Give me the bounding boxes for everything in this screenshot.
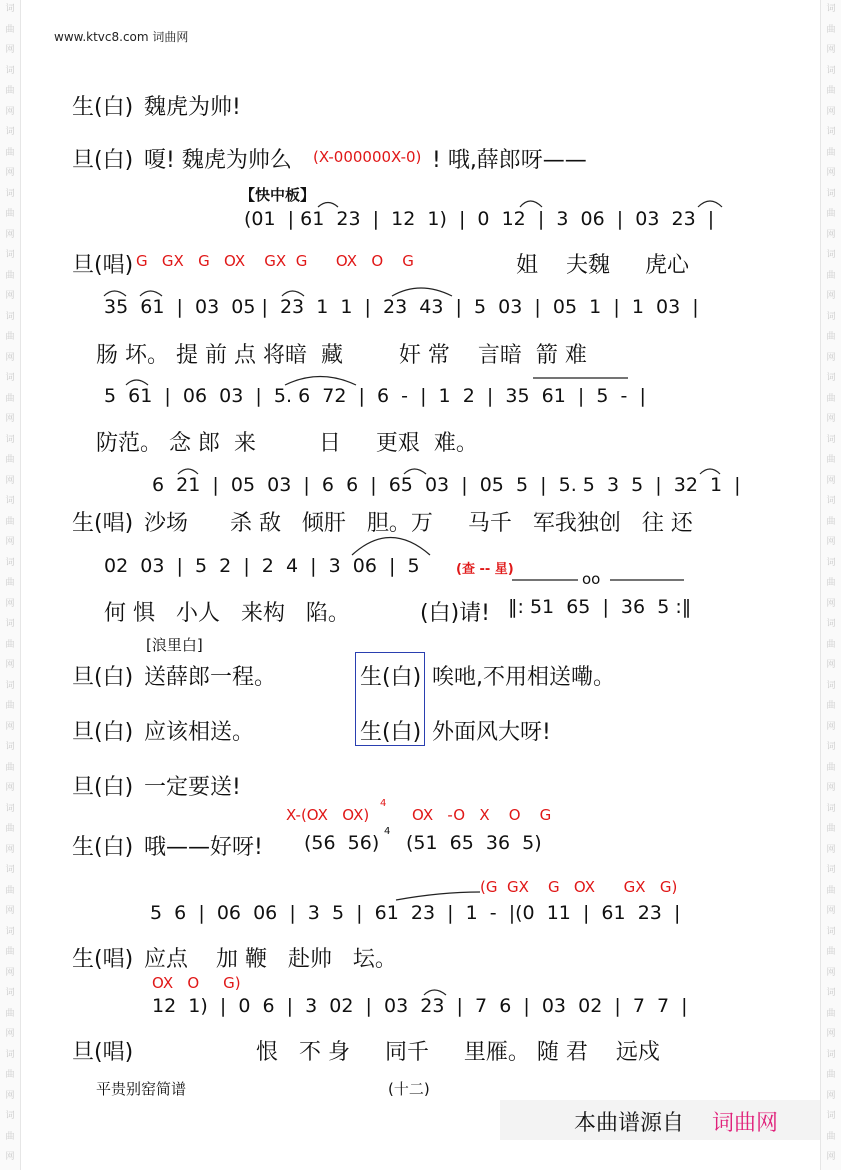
slur-arc [285, 377, 356, 386]
watermark-glyph: 词 [5, 373, 15, 383]
watermark-glyph: 网 [826, 660, 836, 670]
watermark-glyph: 词 [826, 65, 836, 76]
slur-arc [520, 201, 542, 207]
watermark-glyph: 网 [5, 1090, 15, 1101]
watermark-glyph: 网 [5, 967, 15, 978]
watermark-glyph: 词 [5, 803, 15, 814]
watermark-glyph: 曲 [5, 393, 15, 404]
site-header[interactable]: www.ktvc8.com 词曲网 [54, 30, 189, 44]
watermark-glyph: 网 [826, 229, 836, 240]
watermark-glyph: 网 [5, 721, 15, 732]
watermark-glyph: 词 [5, 65, 15, 76]
slur-arc [352, 538, 430, 556]
watermark-glyph: 网 [5, 598, 15, 609]
watermark-glyph: 曲 [826, 86, 836, 96]
watermark-glyph: 词 [826, 865, 836, 875]
watermark-glyph: 曲 [5, 1070, 15, 1080]
source-label: 本曲谱源自 [574, 1111, 685, 1136]
watermark-glyph: 词 [826, 803, 836, 814]
role-label: 生(白) [72, 835, 134, 860]
role-label: 旦(白) [72, 148, 134, 173]
role-label: 旦(唱) [72, 253, 134, 278]
notation-row: (51 65 36 5) [406, 832, 542, 854]
watermark-glyph: 曲 [5, 824, 15, 834]
watermark-glyph: 词 [826, 311, 836, 322]
watermark-glyph: 词 [5, 742, 15, 752]
score-title: 平贵别窑简谱 [96, 1080, 187, 1098]
role-label: 旦(白) [72, 720, 134, 745]
watermark-glyph: 词 [5, 988, 15, 998]
watermark-glyph: 词 [5, 1049, 15, 1060]
notation-row: 6 21 | 05 03 | 6 6 | 65 03 | 05 5 | 5. 5 3 5 | 32 1 | [152, 474, 741, 496]
role-label: 旦(白) [72, 665, 134, 690]
watermark-glyph: 曲 [826, 578, 836, 588]
watermark-glyph: 网 [5, 229, 15, 240]
watermark-glyph: 词 [826, 619, 836, 629]
spoken-line: (白)请! [420, 601, 490, 626]
watermark-glyph: 网 [826, 352, 836, 363]
role-label: 旦(白) [72, 775, 134, 800]
watermark-glyph: 曲 [826, 701, 836, 711]
slur-arc [318, 203, 338, 208]
watermark-glyph: 网 [826, 537, 836, 547]
watermark-glyph: 词 [5, 619, 15, 629]
notation-row: (56 56) [304, 832, 380, 854]
watermark-glyph: 网 [826, 1090, 836, 1101]
watermark-glyph: 网 [826, 967, 836, 978]
watermark-glyph: 曲 [826, 516, 836, 527]
watermark-glyph: 词 [5, 311, 15, 322]
watermark-glyph: 词 [5, 250, 15, 260]
watermark-glyph: 曲 [826, 332, 836, 342]
watermark-glyph: 词 [826, 434, 836, 445]
role-label: 生(唱) [72, 511, 134, 536]
slur-arc [126, 380, 148, 385]
watermark-glyph: 曲 [5, 516, 15, 527]
watermark-glyph: 词 [826, 127, 836, 137]
watermark-glyph: 曲 [826, 885, 836, 896]
watermark-glyph: 曲 [826, 24, 836, 35]
watermark-glyph: 词 [826, 988, 836, 998]
watermark-glyph: 网 [5, 45, 15, 55]
percussion-notation: (X-000000X-0) [313, 148, 422, 166]
role-label: 旦(唱) [72, 1040, 134, 1065]
slur-arc [700, 469, 720, 474]
spoken-line: 送薛郎一程。 [144, 665, 277, 690]
role-label: 生(白) [360, 665, 422, 690]
watermark-glyph: 网 [5, 168, 15, 178]
watermark-glyph: 词 [826, 1111, 836, 1121]
watermark-glyph: 网 [826, 168, 836, 178]
spoken-line: 魏虎为帅! [144, 95, 241, 120]
slur-arc [404, 469, 426, 474]
watermark-glyph: 词 [826, 250, 836, 260]
watermark-glyph: 网 [826, 598, 836, 609]
watermark-glyph: 曲 [5, 1008, 15, 1019]
watermark-glyph: 词 [826, 188, 836, 199]
percussion-notation: G GX G OX GX G OX O G [136, 252, 414, 270]
watermark-glyph: 词 [826, 680, 836, 691]
role-label: 生(白) [360, 720, 422, 745]
watermark-glyph: 词 [826, 373, 836, 383]
watermark-glyph: 网 [826, 291, 836, 301]
watermark-glyph: 网 [826, 414, 836, 424]
watermark-glyph: 网 [826, 906, 836, 916]
watermark-glyph: 曲 [826, 147, 836, 158]
percussion-notation: OX -O X O G [412, 806, 552, 824]
watermark-glyph: 曲 [5, 578, 15, 588]
notation-row: 5 61 | 06 03 | 5. 6 72 | 6 - | 1 2 | 35 61 | 5 - | [104, 385, 646, 407]
watermark-glyph: 网 [5, 1152, 15, 1162]
watermark-glyph: 网 [826, 475, 836, 486]
watermark-glyph: 词 [5, 496, 15, 506]
percussion-notation: (G GX G OX GX G) [480, 878, 678, 896]
watermark-glyph: 词 [826, 742, 836, 752]
watermark-glyph: 曲 [826, 824, 836, 834]
section-marking: [浪里白] [146, 636, 203, 654]
tempo-marking: 【快中板】 [240, 186, 316, 204]
spoken-line: 外面风大呀! [432, 720, 551, 745]
lyric-line: 应点 加 鞭 赴帅 坛。 [144, 947, 397, 972]
watermark-glyph: 曲 [826, 209, 836, 219]
slur-arc [424, 990, 446, 995]
watermark-glyph: 网 [826, 721, 836, 732]
watermark-glyph: 曲 [5, 270, 15, 281]
percussion-notation: X-(OX OX) [286, 806, 370, 824]
watermark-glyph: 网 [5, 660, 15, 670]
watermark-glyph: 网 [5, 844, 15, 855]
watermark-glyph: 词 [826, 496, 836, 506]
repeat-superscript: 4 [384, 826, 391, 837]
ornament-mark: oo [582, 570, 601, 588]
percussion-notation: OX O G) [152, 974, 241, 992]
watermark-glyph: 曲 [826, 1008, 836, 1019]
watermark-glyph: 曲 [5, 147, 15, 158]
watermark-glyph: 曲 [5, 86, 15, 96]
watermark-glyph: 词 [826, 4, 836, 14]
spoken-line: ! 哦,薛郎呀—— [432, 148, 587, 173]
watermark-glyph: 曲 [5, 762, 15, 773]
slur-arc [392, 288, 452, 296]
notation-row: 5 6 | 06 06 | 3 5 | 61 23 | 1 - |(0 11 | 61 23 | [150, 902, 681, 924]
watermark-glyph: 网 [826, 844, 836, 855]
tie-line [396, 892, 480, 900]
lyric-line: 防范。 念 郎 来 日 更艰 难。 [96, 431, 478, 456]
page-number: (十二) [388, 1080, 430, 1098]
watermark-glyph: 网 [5, 906, 15, 916]
spoken-line: 一定要送! [144, 775, 241, 800]
watermark-glyph: 曲 [5, 639, 15, 650]
role-label: 生(唱) [72, 947, 134, 972]
watermark-glyph: 曲 [5, 1131, 15, 1142]
watermark-glyph: 网 [5, 291, 15, 301]
watermark-glyph: 曲 [5, 455, 15, 465]
watermark-glyph: 词 [5, 4, 15, 14]
watermark-glyph: 曲 [826, 393, 836, 404]
watermark-glyph: 网 [826, 106, 836, 117]
watermark-glyph: 网 [826, 45, 836, 55]
slur-arc [178, 469, 198, 474]
watermark-glyph: 曲 [826, 270, 836, 281]
watermark-glyph: 网 [5, 537, 15, 547]
watermark-glyph: 词 [826, 1049, 836, 1060]
lyric-line: 沙场 杀 敌 倾肝 胆。万 马千 军我独创 往 还 [144, 511, 693, 536]
notation-row: ‖: 51 65 | 36 5 :‖ [508, 596, 692, 618]
watermark-glyph: 曲 [5, 947, 15, 957]
watermark-glyph: 网 [5, 783, 15, 793]
spoken-line: 唉吔,不用相送嘞。 [432, 665, 615, 690]
watermark-glyph: 词 [5, 434, 15, 445]
watermark-glyph: 网 [826, 1152, 836, 1162]
watermark-glyph: 网 [5, 106, 15, 117]
spoken-line: 哦——好呀! [144, 835, 263, 860]
percussion-notation: (查 -- 星) [456, 562, 514, 577]
watermark-glyph: 曲 [5, 332, 15, 342]
watermark-glyph: 曲 [826, 1070, 836, 1080]
watermark-glyph: 曲 [826, 762, 836, 773]
watermark-glyph: 词 [826, 557, 836, 568]
repeat-superscript: 4 [380, 798, 387, 809]
role-label: 生(白) [72, 95, 134, 120]
watermark-glyph: 曲 [826, 1131, 836, 1142]
watermark-glyph: 曲 [826, 455, 836, 465]
watermark-glyph: 词 [5, 127, 15, 137]
watermark-glyph: 曲 [826, 639, 836, 650]
slur-arc [104, 291, 126, 296]
watermark-glyph: 网 [5, 475, 15, 486]
source-site-link[interactable]: 词曲网 [712, 1111, 779, 1136]
slur-arc [282, 291, 304, 296]
watermark-glyph: 曲 [826, 947, 836, 957]
watermark-glyph: 网 [826, 1029, 836, 1039]
watermark-glyph: 曲 [5, 885, 15, 896]
watermark-glyph: 词 [826, 926, 836, 937]
watermark-glyph: 网 [826, 783, 836, 793]
lyric-line: 姐 夫魏 虎心 [516, 253, 689, 278]
watermark-glyph: 词 [5, 926, 15, 937]
watermark-glyph: 网 [5, 414, 15, 424]
watermark-glyph: 曲 [5, 209, 15, 219]
notation-row: 35 61 | 03 05 | 23 1 1 | 23 43 | 5 03 | 05 1 | 1 03 | [104, 296, 699, 318]
notation-row: 02 03 | 5 2 | 2 4 | 3 06 | 5 [104, 555, 420, 577]
watermark-glyph: 词 [5, 557, 15, 568]
watermark-glyph: 网 [5, 1029, 15, 1039]
watermark-glyph: 词 [5, 1111, 15, 1121]
watermark-glyph: 曲 [5, 24, 15, 35]
watermark-glyph: 词 [5, 188, 15, 199]
spoken-line: 嗄! 魏虎为帅么 [144, 148, 292, 173]
watermark-glyph: 词 [5, 865, 15, 875]
lyric-line: 恨 不 身 同千 里雁。 随 君 远戍 [256, 1040, 660, 1065]
lyric-line: 何 惧 小人 来构 陷。 [104, 601, 350, 626]
watermark-glyph: 曲 [5, 701, 15, 711]
notation-row: (01 | 61 23 | 12 1) | 0 12 | 3 06 | 03 23 | [244, 208, 715, 230]
spoken-line: 应该相送。 [144, 720, 255, 745]
lyric-line: 肠 坏。 提 前 点 将暗 藏 奸 常 言暗 箭 难 [96, 343, 587, 368]
watermark-glyph: 词 [5, 680, 15, 691]
notation-row: 12 1) | 0 6 | 3 02 | 03 23 | 7 6 | 03 02 | 7 7 | [152, 995, 688, 1017]
slur-arc [140, 291, 162, 296]
watermark-glyph: 网 [5, 352, 15, 363]
slur-arc [698, 201, 722, 207]
